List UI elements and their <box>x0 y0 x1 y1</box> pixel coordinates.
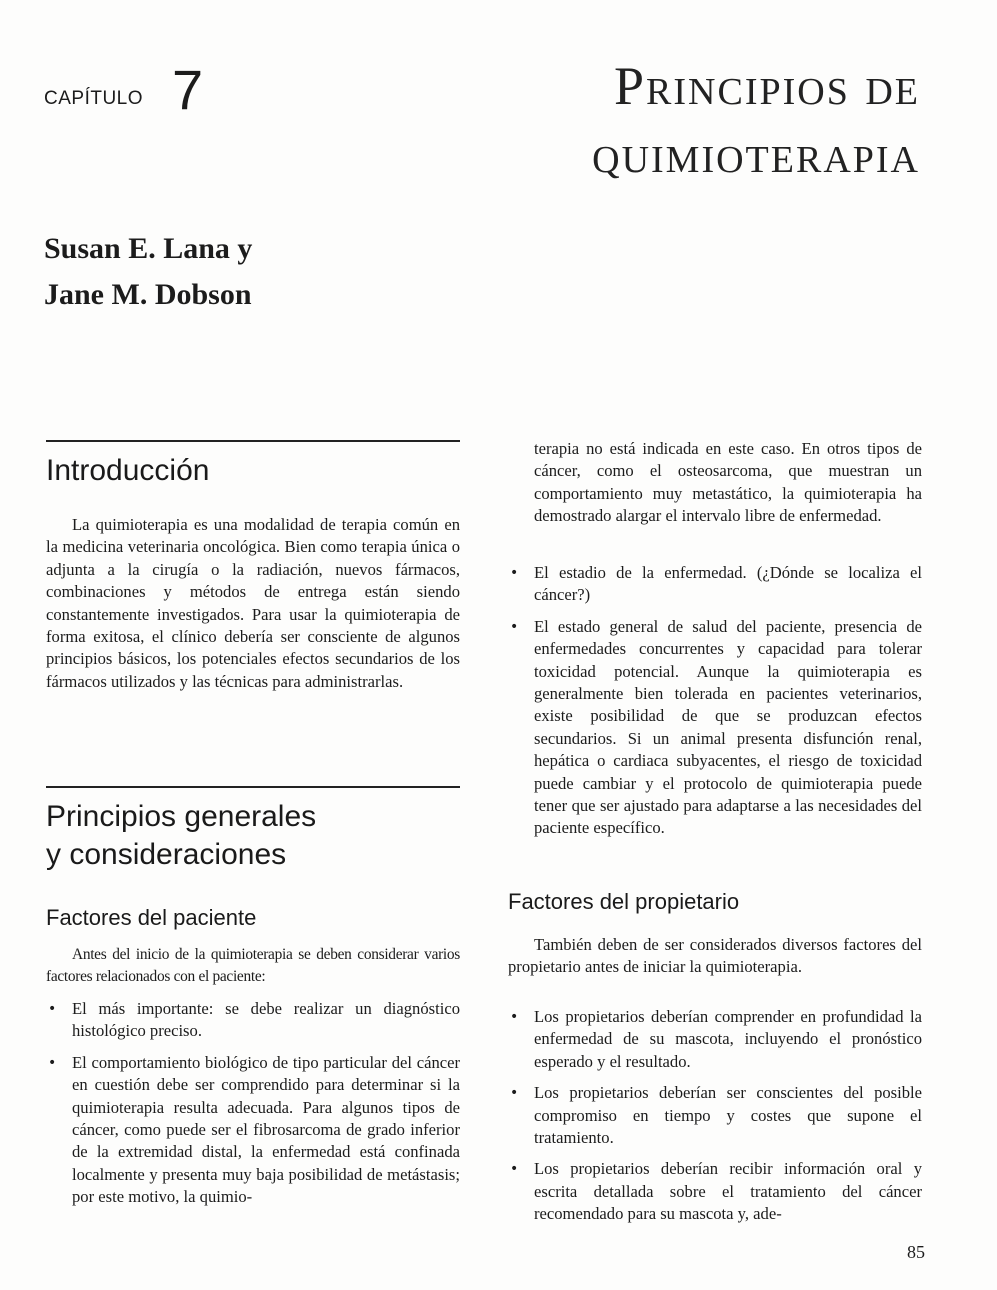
list-item: • Los propietarios deberían ser conscientes del posible compromiso en tiempo y costes que supone el tratamiento. <box>508 1082 922 1149</box>
owner-heading: Factores del propietario <box>508 889 740 914</box>
chapter-title <box>360 52 920 188</box>
authors <box>44 226 252 318</box>
author-line1: Susan E. Lana y <box>44 232 253 265</box>
list-item: • El estadio de la enfermedad. (¿Dónde se localiza el cáncer?) <box>508 562 922 607</box>
owner-bullets <box>508 1006 922 1235</box>
list-item: • El comportamiento biológico de tipo particular del cáncer en cuestión debe ser comprendido para determinar si la quimioterapia resulta adecuada. Para algunos tipos de cáncer, como puede ser el fibrosarcoma de grado inferior de la extremidad distal, la enfermedad está confinada localmente y presenta muy baja posibilidad de metástasis; por este motivo, la quimio- <box>46 1052 460 1209</box>
list-item: • Los propietarios deberían comprender en profundidad la enfermedad de su mascota, incluyendo el pronóstico esperado y el resultado. <box>508 1006 922 1073</box>
intro-heading: Introducción <box>46 454 210 487</box>
intro-paragraph: La quimioterapia es una modalidad de terapia común en la medicina veterinaria oncológica. Bien como terapia única o adjunta a la cirugía o la radiación, nuevos fármacos, combinaciones y métodos de entrega están siendo constantemente investigados. Para usar la quimioterapia de forma exitosa, el clínico debería ser consciente de algunos principios básicos, los potenciales efectos secundarios de los fármacos utilizados y las técnicas para administrarlas. <box>46 515 460 691</box>
chapter-label: CAPÍTULO <box>44 88 144 109</box>
list-item: • Los propietarios deberían recibir información oral y escrita detallada sobre el tratamiento del cáncer recomendado para su mascota y, ade- <box>508 1158 922 1225</box>
intro-rule <box>46 440 460 442</box>
continuation-paragraph: terapia no está indicada en este caso. En otros tipos de cáncer, como el osteosarcoma, que muestran un comportamiento muy metastático, la quimioterapia ha demostrado alargar el intervalo libre de enfermedad. <box>534 439 922 526</box>
chapter-title-line1: Principios de <box>614 56 920 116</box>
list-item: • El estado general de salud del paciente, presencia de enfermedades concurrentes y capacidad para tolerar toxicidad potencial. Aunque la quimioterapia es generalmente bien tolerada en pacientes veterinarios, existe posibilidad de que se produzcan efectos secundarios. Si un animal presenta disfunción renal, hepática o cardiaca subyacentes, el riesgo de toxicidad puede cambiar y el protocolo de quimioterapia puede tener que ser ajustado para adaptarse a las necesidades del paciente específico. <box>508 616 922 840</box>
general-heading <box>46 798 316 874</box>
patient-bullets-right <box>508 562 922 849</box>
general-heading-line1: Principios generales <box>46 800 317 833</box>
owner-intro: También deben de ser considerados diversos factores del propietario antes de iniciar la quimioterapia. <box>508 935 922 977</box>
list-item: • El más importante: se debe realizar un diagnóstico histológico preciso. <box>46 998 460 1043</box>
page-number: 85 <box>907 1242 925 1262</box>
general-rule <box>46 786 460 788</box>
chapter-title-line2: quimioterapia <box>592 124 920 184</box>
patient-heading: Factores del paciente <box>46 905 257 930</box>
chapter-number: 7 <box>172 58 204 121</box>
patient-intro: Antes del inicio de la quimioterapia se deben considerar varios factores relacionados con el paciente: <box>46 946 460 986</box>
general-heading-line2: y consideraciones <box>46 838 287 871</box>
author-line2: Jane M. Dobson <box>44 278 252 311</box>
patient-bullets-left <box>46 998 460 1218</box>
